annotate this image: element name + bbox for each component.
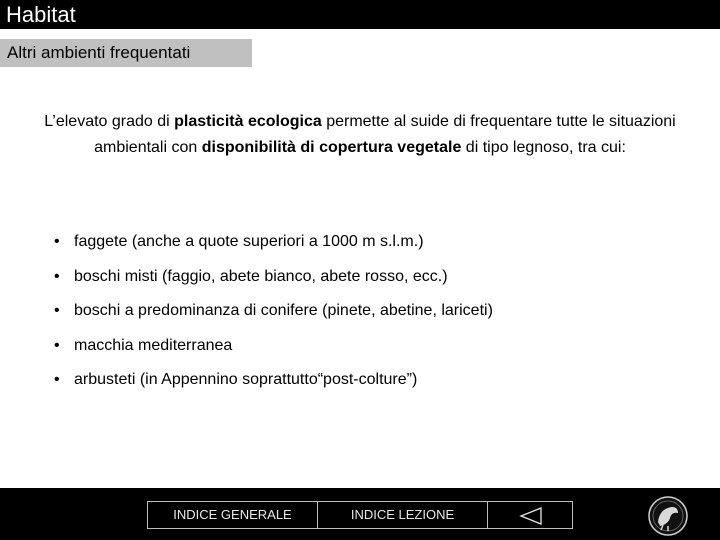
list-item-text: arbusteti (in Appennino soprattutto“post-colture”)	[74, 371, 418, 388]
triangle-left-icon	[519, 507, 543, 525]
lesson-index-button[interactable]: INDICE LEZIONE	[317, 501, 488, 529]
bullet-icon: •	[54, 302, 60, 319]
list-item-text: boschi misti (faggio, abete bianco, abete rosso, ecc.)	[74, 267, 448, 285]
intro-text-2: permette al suide di frequentare tutte le situazioni ambientali con	[94, 113, 676, 156]
intro-bold-2: disponibilità di copertura vegetale	[201, 139, 462, 156]
title-bar	[0, 0, 720, 29]
back-button[interactable]	[487, 501, 573, 529]
list-item	[54, 368, 493, 403]
section-subtitle: Altri ambienti frequentati	[7, 43, 191, 62]
circular-emblem-icon	[647, 495, 689, 537]
intro-paragraph	[30, 109, 690, 161]
page-title: Habitat	[6, 2, 76, 27]
intro-text-3: di tipo legnoso, tra cui:	[461, 139, 626, 156]
intro-bold-1: plasticità ecologica	[174, 113, 322, 130]
list-item-text: macchia mediterranea	[74, 336, 233, 354]
intro-text-1: L’elevato grado di	[44, 113, 175, 130]
list-item	[54, 265, 493, 300]
list-item-text: faggete (anche a quote superiori a 1000 m s.l.m.)	[74, 233, 424, 250]
general-index-button[interactable]: INDICE GENERALE	[147, 501, 318, 529]
list-item	[54, 299, 493, 334]
list-item	[54, 334, 493, 369]
subtitle-box	[0, 39, 252, 67]
bullet-icon: •	[54, 267, 60, 285]
bullet-icon: •	[54, 371, 60, 388]
habitat-list	[54, 230, 493, 403]
list-item	[54, 230, 493, 265]
list-item-text: boschi a predominanza di conifere (pinete, abetine, lariceti)	[74, 302, 493, 319]
bullet-icon: •	[54, 233, 60, 250]
footer-bar	[0, 488, 720, 540]
bullet-icon: •	[54, 336, 60, 354]
